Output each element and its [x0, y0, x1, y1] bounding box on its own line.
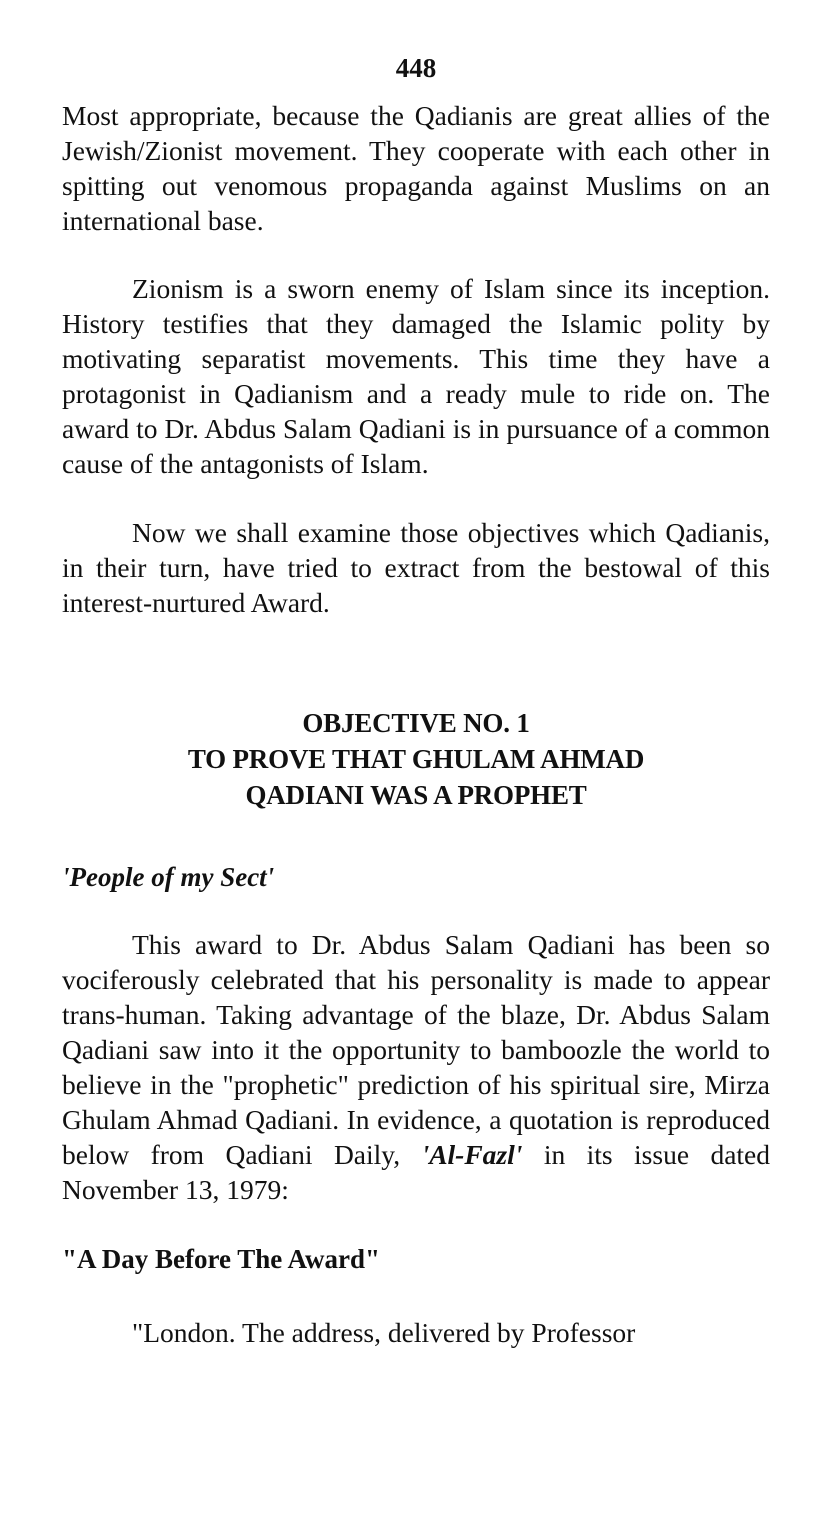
paragraph-award-celebrated — [62, 927, 770, 1207]
page-number: 448 — [395, 53, 437, 83]
paragraph-objectives-intro: Now we shall examine those objectives which Qadianis, in their turn, have tried to extract from the bestowal of this interest-nurtured Award. — [62, 517, 770, 618]
paragraph-zionism: Zionism is a sworn enemy of Islam since its inception. History testifies that they damaged the Islamic polity by motivating separatist movements. This time they have a protagonist in Qadianism and a ready mule to ride on. The award to Dr. Abdus Salam Qadiani is in pursuance of a common cause of the antagonists of Islam. — [62, 273, 770, 479]
quote-first-line: "London. The address, delivered by Professor — [132, 1317, 636, 1348]
objective-heading-line-1: OBJECTIVE NO. 1 — [302, 708, 530, 738]
paragraph-qadianis-allies: Most appropriate, because the Qadianis are great allies of the Jewish/Zionist movement. They cooperate with each other in spitting out venomous propaganda against Muslims on an international base. — [62, 100, 770, 236]
paragraph-award-text: This award to Dr. Abdus Salam Qadiani has been so vociferously celebrated that his personality is made to appear trans-human. Taking advantage of the blaze, Dr. Abdus Salam Qadiani saw into it the opportunity to bamboozle the world to believe in the "prophetic" prediction of his spiritual sire, Mirza Ghulam Ahmad Qadiani. In evidence, a quotation is reproduced below from Qadiani Daily, — [62, 929, 770, 1170]
document-page — [62, 50, 770, 1350]
subheading-people-of-my-sect: 'People of my Sect' — [62, 862, 275, 892]
paragraph-award-tail: in its issue dated November 13, 1979: — [62, 1139, 771, 1205]
objective-heading-line-3: QADIANI WAS A PROPHET — [245, 780, 587, 810]
subheading-day-before-award: "A Day Before The Award" — [62, 1244, 380, 1274]
objective-heading — [62, 705, 770, 813]
objective-heading-line-2: TO PROVE THAT GHULAM AHMAD — [187, 744, 645, 774]
newspaper-title: 'Al-Fazl' — [421, 1139, 523, 1170]
